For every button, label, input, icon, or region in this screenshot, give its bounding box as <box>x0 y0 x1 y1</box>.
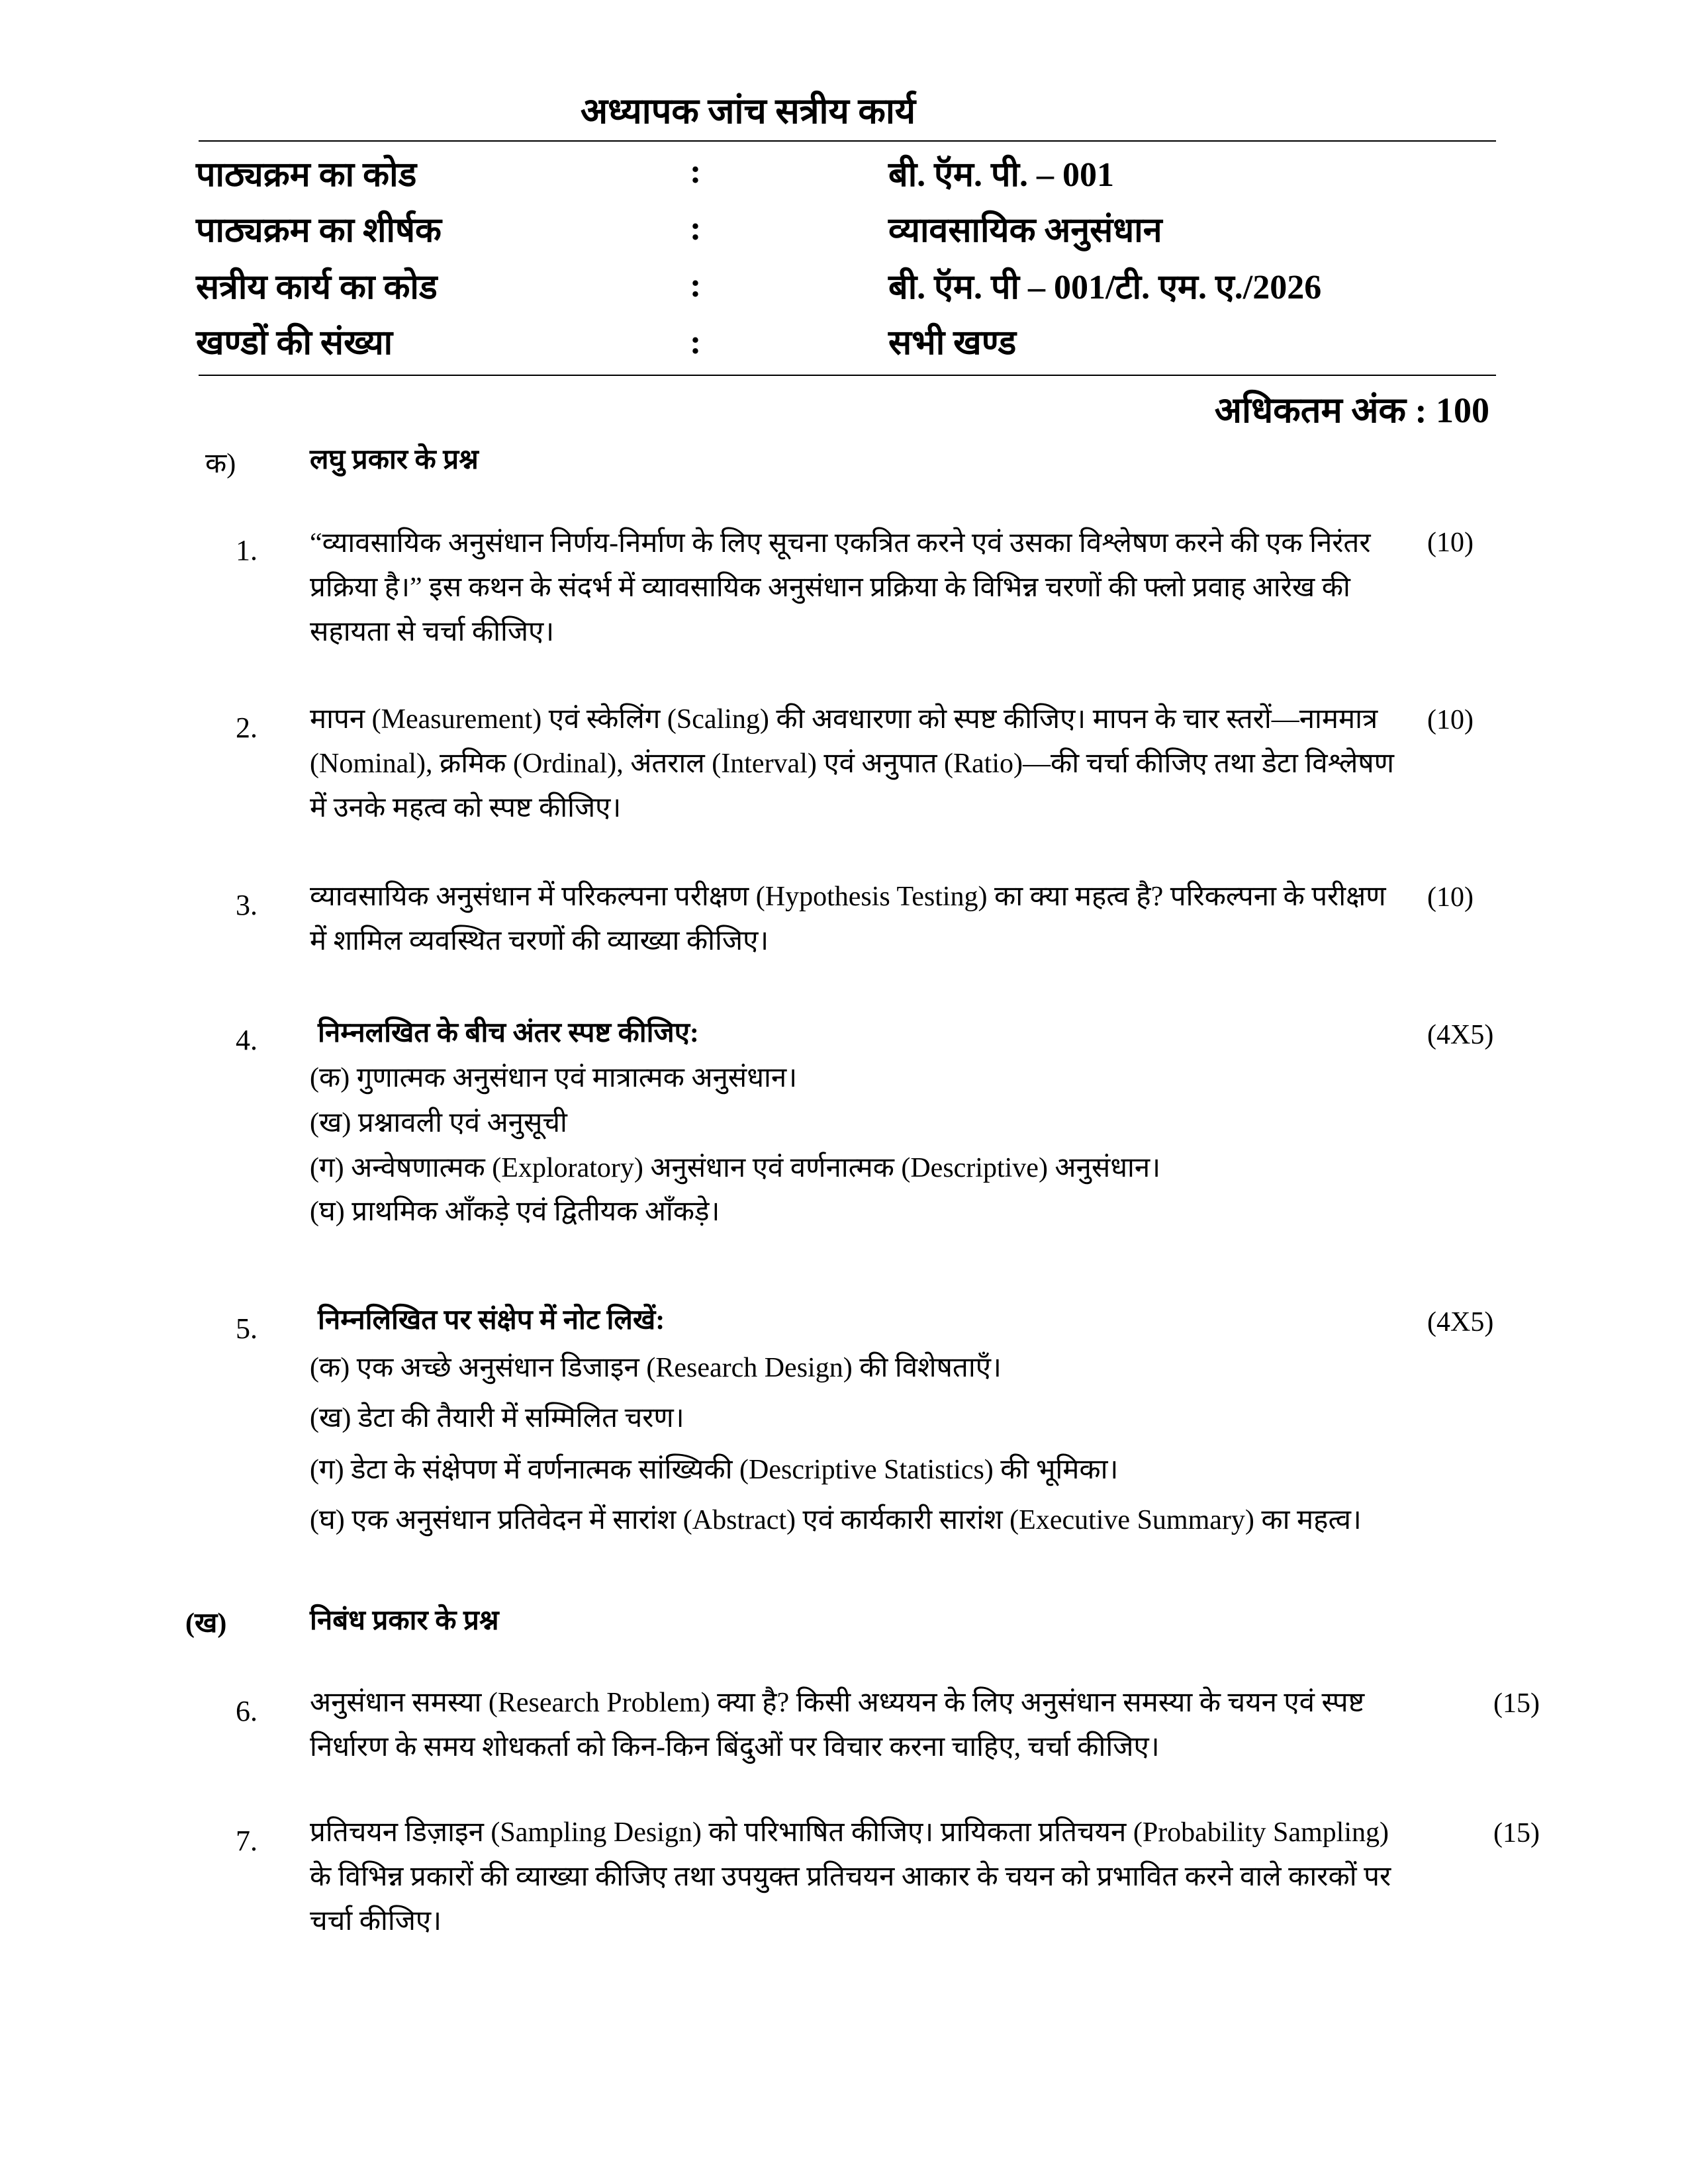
section-b-title: निबंध प्रकार के प्रश्न <box>310 1606 499 1636</box>
blocks-value: सभी खण्ड <box>888 324 1017 362</box>
page-title: अध्यापक जांच सत्रीय कार्य <box>580 91 916 131</box>
blocks-label: खण्डों की संख्या <box>196 324 393 362</box>
sub-question: (घ) प्राथमिक आँकड़े एवं द्वितीयक आँकड़े। <box>310 1197 720 1227</box>
question-heading: निम्नलखित के बीच अंतर स्पष्ट कीजिए: <box>318 1018 699 1048</box>
sub-question: (क) एक अच्छे अनुसंधान डिजाइन (Research Design) की विशेषताएँ। <box>310 1353 1002 1383</box>
question-marks: (10) <box>1427 527 1474 558</box>
question-text: प्रतिचयन डिज़ाइन (Sampling Design) को परिभाषित कीजिए। प्रायिकता प्रतिचयन (Probability Sampling) के विभिन्न प्रकारों की व्याख्या कीजिए तथा उपयुक्त प्रतिचयन आकार के चयन को प्रभावित करने वाले कारकों पर चर्चा कीजिए। <box>310 1817 1391 1936</box>
question-text: मापन (Measurement) एवं स्केलिंग (Scaling) की अवधारणा को स्पष्ट कीजिए। मापन के चार स्तरों—नाममात्र (Nominal), क्रमिक (Ordinal), अंतराल (Interval) एवं अनुपात (Ratio)—की चर्चा कीजिए तथा डेटा विश्लेषण में उनके महत्व को स्पष्ट कीजिए। <box>310 704 1395 823</box>
question-number: 1. <box>236 534 258 567</box>
question-text: अनुसंधान समस्या (Research Problem) क्या है? किसी अध्ययन के लिए अनुसंधान समस्या के चयन एवं स्पष्ट निर्धारण के समय शोधकर्ता को किन-किन बिंदुओं पर विचार करना चाहिए, चर्चा कीजिए। <box>310 1688 1365 1762</box>
sub-question: (ग) अन्वेषणात्मक (Exploratory) अनुसंधान एवं वर्णनात्मक (Descriptive) अनुसंधान। <box>310 1153 1161 1183</box>
max-marks: अधिकतम अंक : 100 <box>1214 390 1489 430</box>
assignment-code-colon: : <box>690 267 702 304</box>
question-number: 3. <box>236 889 258 921</box>
sub-question: (घ) एक अनुसंधान प्रतिवेदन में सारांश (Abstract) एवं कार्यकारी सारांश (Executive Summary) का महत्व। <box>310 1505 1362 1535</box>
course-title-label: पाठ्यक्रम का शीर्षक <box>196 212 442 250</box>
blocks-colon: : <box>690 324 702 361</box>
question-text: व्यावसायिक अनुसंधान में परिकल्पना परीक्षण (Hypothesis Testing) का क्या महत्व है? परिकल्पना के परीक्षण में शामिल व्यवस्थित चरणों की व्याख्या कीजिए। <box>310 882 1386 956</box>
question-marks: (4X5) <box>1427 1020 1494 1050</box>
course-code-colon: : <box>690 153 702 191</box>
question-number: 7. <box>236 1825 258 1857</box>
course-code-label: पाठ्यक्रम का कोड <box>196 156 417 194</box>
question-number: 5. <box>236 1312 258 1345</box>
question-text: “व्यावसायिक अनुसंधान निर्णय-निर्माण के लिए सूचना एकत्रित करने एवं उसका विश्लेषण करने की एक निरंतर प्रक्रिया है।” इस कथन के संदर्भ में व्यावसायिक अनुसंधान प्रक्रिया के विभिन्न चरणों की फ्लो प्रवाह आरेख की सहायता से चर्चा कीजिए। <box>310 528 1371 647</box>
course-title-value: व्यावसायिक अनुसंधान <box>888 212 1162 250</box>
question-marks: (15) <box>1493 1818 1540 1848</box>
assignment-code-value: बी. ऍम. पी – 001/टी. एम. ए./2026 <box>888 269 1322 306</box>
course-title-colon: : <box>690 210 702 248</box>
question-number: 4. <box>236 1024 258 1056</box>
question-number: 2. <box>236 711 258 744</box>
question-heading: निम्नलिखित पर संक्षेप में नोट लिखें: <box>318 1305 665 1336</box>
section-b-label: (ख) <box>185 1608 227 1639</box>
sub-question: (ख) डेटा की तैयारी में सम्मिलित चरण। <box>310 1403 684 1433</box>
question-marks: (15) <box>1493 1688 1540 1719</box>
question-marks: (10) <box>1427 882 1474 913</box>
sub-question: (ख) प्रश्नावली एवं अनुसूची <box>310 1108 567 1138</box>
meta-divider <box>199 375 1496 376</box>
section-a-label: क) <box>205 449 236 479</box>
sub-question: (क) गुणात्मक अनुसंधान एवं मात्रात्मक अनुसंधान। <box>310 1063 798 1093</box>
sub-question: (ग) डेटा के संक्षेपण में वर्णनात्मक सांख्यिकी (Descriptive Statistics) की भूमिका। <box>310 1455 1119 1485</box>
assignment-code-label: सत्रीय कार्य का कोड <box>196 269 438 306</box>
question-marks: (4X5) <box>1427 1307 1494 1338</box>
question-marks: (10) <box>1427 705 1474 735</box>
top-divider <box>199 140 1496 142</box>
course-code-value: बी. ऍम. पी. – 001 <box>888 156 1115 194</box>
question-number: 6. <box>236 1695 258 1727</box>
section-a-title: लघु प्रकार के प्रश्न <box>310 445 479 475</box>
